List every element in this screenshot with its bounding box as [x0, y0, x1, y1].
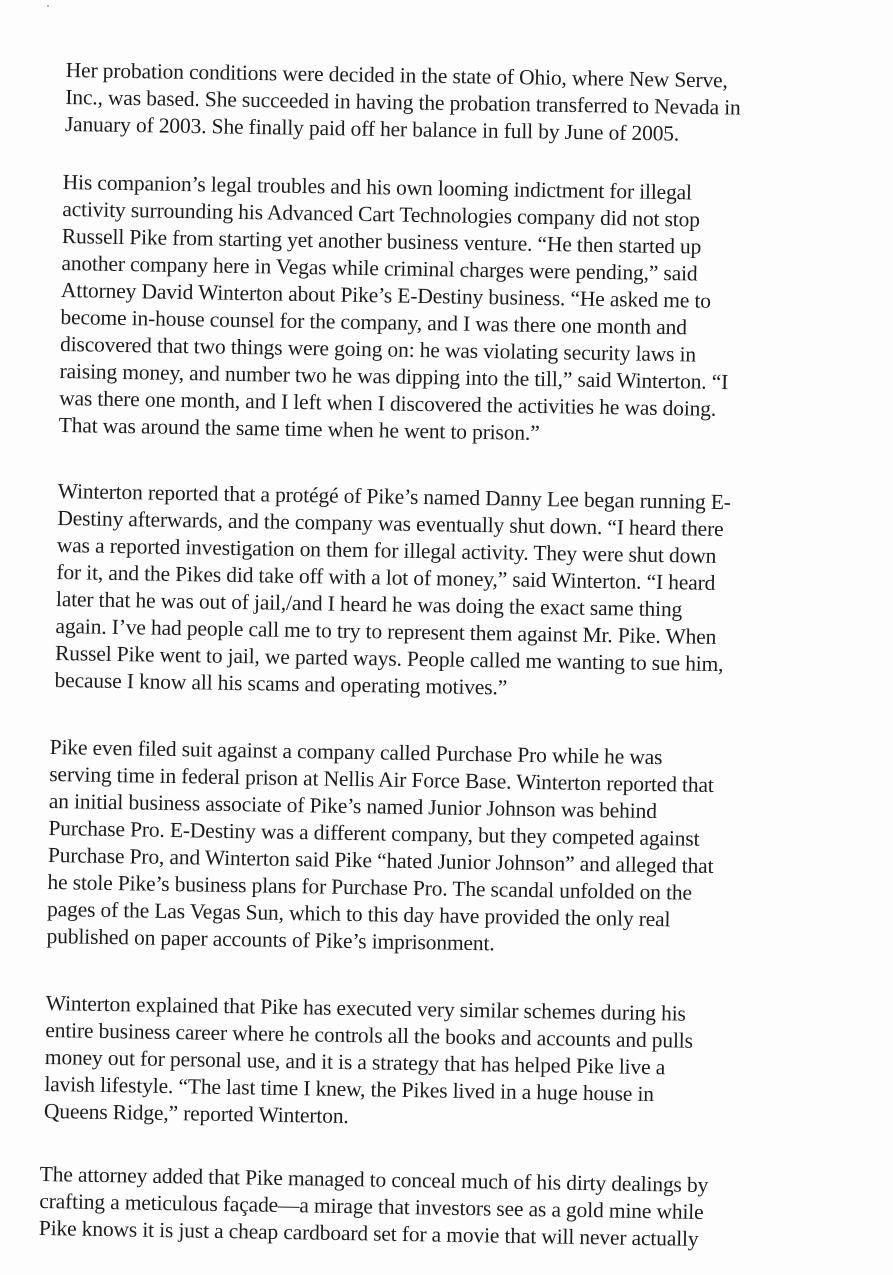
text-line: Destiny afterwards, and the company was eventually shut down. “I heard there — [57, 505, 724, 542]
text-line: serving time in federal prison at Nellis Air Force Base. Winterton reported that — [49, 761, 714, 798]
text-line: Attorney David Winterton about Pike’s E-Destiny business. “He asked me to — [60, 277, 712, 313]
text-line: raising money, and number two he was dipping into the till,” said Winterton. “I — [59, 358, 729, 395]
text-line: The attorney added that Pike managed to conceal much of his dirty dealings by — [39, 1161, 709, 1198]
text-line: His companion’s legal troubles and his own looming indictment for illegal — [62, 169, 693, 205]
text-line: discovered that two things were going on: he was violating security laws in — [59, 331, 697, 367]
text-line: Russel Pike went to jail, we parted ways. People called me wanting to sue him, — [54, 640, 724, 677]
text-line: was a reported investigation on them for illegal activity. They were shut down — [56, 532, 717, 568]
text-line: he stole Pike’s business plans for Purchase Pro. The scandal unfolded on the — [47, 869, 693, 905]
text-line: later that he was out of jail,/and I heard he was doing the exact same thing — [55, 586, 683, 622]
paragraph-similar-schemes — [44, 990, 846, 1138]
text-line: an initial business associate of Pike’s named Junior Johnson was behind — [48, 788, 658, 824]
text-line: Winterton explained that Pike has executed very similar schemes during his — [45, 990, 686, 1026]
text-line: Russell Pike from starting yet another business venture. “He then started up — [61, 223, 702, 259]
text-line: Pike knows it is just a cheap cardboard set for a movie that will never actually — [38, 1215, 699, 1251]
text-line: published on paper accounts of Pike’s imprisonment. — [46, 923, 495, 956]
text-line: Winterton reported that a protégé of Pike’s named Danny Lee began running E- — [57, 478, 732, 515]
text-line: Pike even filed suit against a company called Purchase Pro while he was — [49, 734, 663, 770]
text-line: pages of the Las Vegas Sun, which to this day have provided the only real — [46, 896, 671, 932]
text-line: activity surrounding his Advanced Cart Technologies company did not stop — [62, 196, 701, 232]
text-line: Purchase Pro. E-Destiny was a different company, but they competed against — [48, 815, 700, 851]
text-line: because I know all his scams and operating motives.” — [54, 667, 508, 700]
text-line: another company here in Vegas while criminal charges were pending,” said — [61, 250, 698, 286]
text-line: Purchase Pro, and Winterton said Pike “hated Junior Johnson” and alleged that — [47, 842, 714, 879]
text-line: That was around the same time when he went to prison.” — [58, 412, 540, 445]
paragraph-probation — [65, 57, 866, 151]
text-line: become in-house counsel for the company, and I was there one month and — [60, 304, 688, 340]
text-line: lavish lifestyle. “The last time I knew, the Pikes lived in a huge house in — [44, 1071, 655, 1107]
paragraph-purchase-pro — [46, 734, 849, 963]
text-line: money out for personal use, and it is a strategy that has helped Pike live a — [44, 1044, 666, 1080]
paragraph-facade — [39, 1161, 840, 1255]
text-line: Her probation conditions were decided in the state of Ohio, where New Serve, — [65, 57, 728, 93]
text-line: crafting a meticulous façade—a mirage that investors see as a gold mine while — [39, 1188, 704, 1225]
text-line: Inc., was based. She succeeded in having the probation transferred to Nevada in — [65, 84, 741, 120]
text-line: entire business career where he controls all the books and accounts and pulls — [45, 1017, 694, 1053]
text-line: for it, and the Pikes did take off with a lot of money,” said Winterton. “I heard — [56, 559, 716, 595]
text-line: again. I’ve had people call me to try to represent them against Mr. Pike. When — [55, 613, 717, 649]
text-line: was there one month, and I left when I discovered the activities he was doing. — [59, 385, 717, 421]
paragraph-e-destiny-venture — [59, 169, 863, 452]
text-line: January of 2003. She finally paid off her balance in full by June of 2005. — [64, 111, 680, 146]
text-line: Queens Ridge,” reported Winterton. — [43, 1098, 349, 1129]
paragraph-danny-lee — [54, 478, 857, 707]
scan-speck — [47, 5, 49, 7]
